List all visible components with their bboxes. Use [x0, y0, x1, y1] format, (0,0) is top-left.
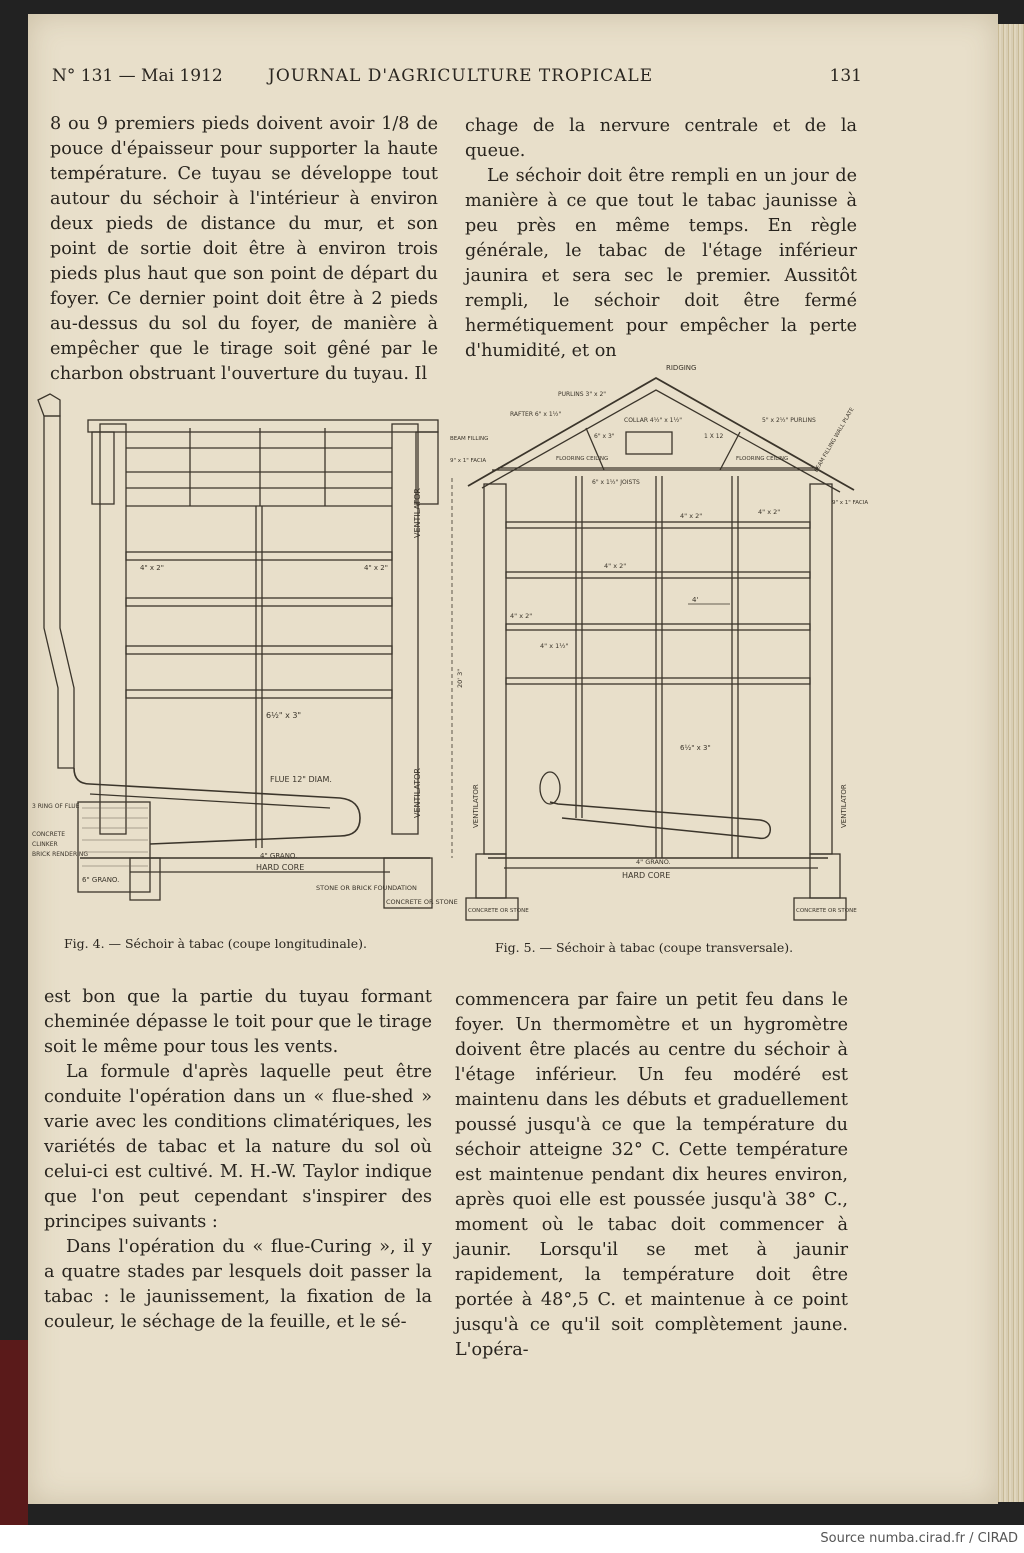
figure-5-caption: Fig. 5. — Séchoir à tabac (coupe transversale). [495, 940, 794, 955]
paragraph: La formule d'après laquelle peut être conduite l'opération dans un « flue-shed » varie avec les conditions climatériques, les variétés de tabac et la nature du sol où celui-ci est cultivé. M. H.-W. Taylor indique que l'on peut cependant s'inspirer des principes suivants : [44, 1062, 432, 1232]
fig5-label-concrete-right: CONCRETE OR STONE [796, 908, 857, 914]
fig4-label-flue: FLUE 12" DIAM. [270, 775, 332, 784]
roof-outer [468, 378, 854, 490]
page-edges [996, 24, 1024, 1502]
left-wall [100, 424, 126, 834]
issue-label: N° 131 — Mai 1912 [52, 66, 223, 86]
fig5-label-flooring-ceiling-right: FLOORING CEILING [736, 456, 789, 462]
fig4-label-left-1: 3 RING OF FLUE [32, 803, 80, 810]
fig5-label-collar: COLLAR 4½" x 1½" [624, 417, 683, 424]
fig4-label-ventilator-top: VENTILATOR [413, 488, 422, 538]
fig5-label-beam-filling-right: BEAM FILLING WALL PLATE [813, 406, 856, 474]
figure-4-caption: Fig. 4. — Séchoir à tabac (coupe longitudinale). [64, 936, 368, 951]
page-number: 131 [829, 66, 862, 86]
fig5-label-hard-core: HARD CORE [622, 871, 671, 880]
fig5-label-concrete-left: CONCRETE OR STONE [468, 908, 529, 914]
figure-4-longitudinal-section [30, 388, 458, 928]
fig5-label-beam-r2: 4" x 2" [758, 508, 781, 516]
fig5-label-flooring-ceiling-left: FLOORING CEILING [556, 456, 609, 462]
fig5-label-purlins-right: 5" x 2½" PURLINS [762, 417, 816, 424]
right-wall [810, 484, 832, 854]
fig4-label-hard-core: HARD CORE [256, 863, 305, 872]
fig5-label-spacing: 4' [692, 596, 699, 604]
left-top-post [92, 432, 114, 504]
source-credit: Source numba.cirad.fr / CIRAD [820, 1531, 1018, 1546]
paragraph: Dans l'opération du « flue-Curing », il y a quatre stades par lesquels doit passer la tabac : le jaunissement, la fixation de la couleur, le séchage de la feuille, et le sé- [44, 1237, 432, 1332]
paragraph: commencera par faire un petit feu dans le foyer. Un thermomètre et un hygromètre doivent être placés au centre du séchoir à l'étage inférieur. Un feu modéré est maintenu dans les débuts et graduellement poussé jusqu'à ce que la température du séchoir atteigne 32° C. Cette température est maintenue pendant dix heures environ, après quoi elle est poussée jusqu'à 38° C., moment où le tabac doit commencer à jaunir. Lorsqu'il se met à jaunir rapidement, la température doit être portée à 48°,5 C. et maintenue à ce point jusqu'à ce qu'il soit complètement jaune. L'opéra- [455, 990, 848, 1360]
top-left-column [50, 112, 438, 387]
fig5-label-rafter: RAFTER 6" x 1½" [510, 411, 562, 418]
fig5-label-fascia-right: 9" x 1" FACIA [832, 500, 869, 506]
journal-title: JOURNAL D'AGRICULTURE TROPICALE [268, 66, 654, 86]
left-wall [484, 484, 506, 854]
paragraph: 8 ou 9 premiers pieds doivent avoir 1/8 de pouce d'épaisseur pour supporter la haute température. Ce tuyau se développe tout autour du séchoir à l'intérieur à environ deux pieds de distance du mur, et son point de sortie doit être à environ trois pieds plus haut que son point de départ du foyer. Ce dernier point doit être à 2 pieds au-dessus du sol du foyer, de manière à empêcher que le tirage soit gêné par le charbon obstruant l'ouverture du tuyau. Il [50, 114, 438, 384]
fig5-label-joists: 6" x 1½" JOISTS [592, 479, 640, 486]
flue-pipe [550, 802, 770, 838]
paragraph: chage de la nervure centrale et de la queue. [465, 116, 857, 161]
left-foundation [476, 854, 506, 898]
binding-spine [0, 1340, 28, 1525]
fig4-label-concrete: CONCRETE OR STONE [386, 898, 458, 906]
bottom-right-column [455, 988, 848, 1363]
fig4-label-grano: 4" GRANO. [260, 852, 298, 860]
top-plate [88, 420, 438, 432]
fig4-label-left-4: BRICK RENDERING [32, 851, 89, 858]
figure-5-transverse-section [448, 358, 869, 928]
fig4-label-beam-main: 6½" x 3" [266, 711, 302, 720]
fig5-label-ventilator-right: VENTILATOR [840, 784, 848, 828]
fig4-label-ventilator-bottom: VENTILATOR [413, 768, 422, 818]
paragraph: Le séchoir doit être rempli en un jour de manière à ce que tout le tabac jaunisse à peu près en même temps. En règle générale, le tabac de l'étage inférieur jaunira et sera sec le premier. Aussitôt rempli, le séchoir doit être fermé hermétiquement pour empêcher la perte d'humidité, et on [465, 166, 857, 361]
fig5-label-height: 20' 3" [456, 668, 464, 688]
fig5-label-beam-main: 6½" x 3" [680, 744, 711, 752]
fig5-label-6x3: 6" x 3" [594, 433, 615, 440]
right-foundation [810, 854, 840, 898]
fig5-label-beam-r1: 4" x 2" [680, 512, 703, 520]
fig4-label-left-2: CONCRETE [32, 831, 66, 838]
fig5-label-1x12: 1 X 12 [704, 433, 724, 440]
fig4-label-beam-a: 4" x 2" [140, 564, 164, 572]
fig5-label-beam-filling-left: BEAM FILLING [450, 436, 489, 442]
fig4-label-left-3: CLINKER [32, 841, 58, 848]
fig5-label-beam-l2: 4" x 1½" [540, 642, 569, 650]
fig5-label-purlins-left: PURLINS 3" x 2" [558, 391, 607, 398]
bottom-left-column [44, 985, 432, 1335]
fig5-label-fascia-left: 9" x 1" FACIA [450, 458, 487, 464]
fig5-label-ventilator-left: VENTILATOR [472, 784, 480, 828]
fig4-label-beam-b: 4" x 2" [364, 564, 388, 572]
roof-vent [626, 432, 672, 454]
chimney-cap [38, 394, 60, 416]
top-right-column [465, 114, 857, 364]
running-header [52, 66, 862, 92]
fig4-label-stone: STONE OR BRICK FOUNDATION [316, 884, 417, 892]
fig5-label-beam-l1: 4" x 2" [510, 612, 533, 620]
fig5-label-grano: 4" GRANO. [636, 858, 671, 866]
fig4-label-grano-left: 6" GRANO. [82, 876, 120, 884]
fig5-label-ridging: RIDGING [666, 364, 697, 372]
left-foundation [130, 858, 160, 900]
paragraph: est bon que la partie du tuyau formant cheminée dépasse le toit pour que le tirage soit le même pour tous les vents. [44, 987, 432, 1057]
fig5-label-beam-m1: 4" x 2" [604, 562, 627, 570]
chimney-pipe [44, 416, 74, 768]
